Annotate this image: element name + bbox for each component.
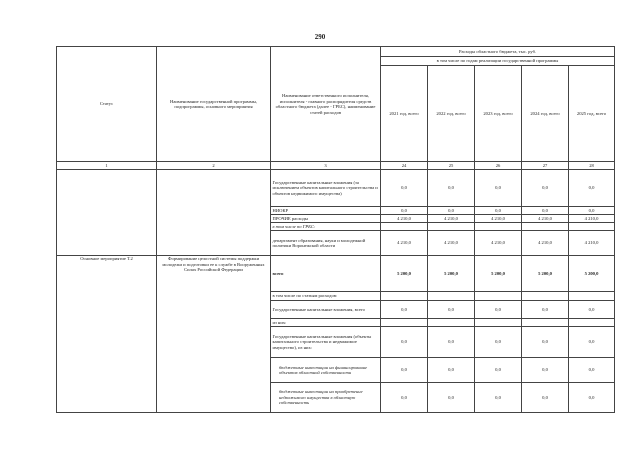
cell-value: 0,0 xyxy=(428,207,475,215)
cell-value: 5 200,0 xyxy=(381,256,428,292)
cell-value: 0,0 xyxy=(475,207,522,215)
cell-value: 0,0 xyxy=(569,383,615,413)
header-year: 2021 год, всего xyxy=(381,66,428,162)
cell-value: 4 210,0 xyxy=(381,215,428,223)
row-label: Государственные капитальные вложения (за исключением объектов капитального строительства и объектов недвижимого имущества) xyxy=(271,170,381,207)
header-year: 2023 год, всего xyxy=(475,66,522,162)
cell-value: 0,0 xyxy=(428,358,475,383)
cell-value: 0,0 xyxy=(428,327,475,358)
header-program-name: Наименование государственной программы, подпрограммы, основного мероприятия xyxy=(157,47,271,162)
cell-value: 0,0 xyxy=(569,301,615,319)
cell-value: 4 210,0 xyxy=(475,231,522,256)
header-year: 2025 год, всего xyxy=(569,66,615,162)
cell-value xyxy=(428,319,475,327)
row-label: ПРОЧИЕ расходы xyxy=(271,215,381,223)
row-label: всего xyxy=(271,256,381,292)
cell-value xyxy=(522,319,569,327)
row-label: Государственные капитальные вложения (объекты капитального строительства и недвижимое имущество), из них: xyxy=(271,327,381,358)
row-label: из них: xyxy=(271,319,381,327)
col-number: 2 xyxy=(157,162,271,170)
cell-value: 4 210,0 xyxy=(381,231,428,256)
cell-value: 4 210,0 xyxy=(569,215,615,223)
event-name: Формирование целостной системы поддержки молодежи и подготовки ее к службе в Вооруженных Силах Российской Федерации xyxy=(157,256,271,413)
cell-value xyxy=(569,292,615,301)
cell-value: 0,0 xyxy=(428,301,475,319)
col-number: 1 xyxy=(57,162,157,170)
cell-value xyxy=(428,292,475,301)
cell-value: 4 210,0 xyxy=(569,231,615,256)
col-number: 3 xyxy=(271,162,381,170)
cell-value xyxy=(381,292,428,301)
cell-value: 0,0 xyxy=(522,383,569,413)
header-row-1 xyxy=(57,47,615,57)
cell-value: 4 210,0 xyxy=(475,215,522,223)
cell-value xyxy=(569,319,615,327)
cell-value: 5 200,0 xyxy=(475,256,522,292)
event-status: Основное мероприятие Т.2 xyxy=(57,256,157,413)
empty-name-cell xyxy=(157,170,271,256)
cell-value xyxy=(475,292,522,301)
cell-value: 0,0 xyxy=(381,301,428,319)
row-label: департамент образования, науки и молодежной политики Воронежской области xyxy=(271,231,381,256)
row-label: Государственные капитальные вложения, всего xyxy=(271,301,381,319)
cell-value: 0,0 xyxy=(428,383,475,413)
cell-value: 0,0 xyxy=(428,170,475,207)
cell-value: 4 210,0 xyxy=(428,215,475,223)
cell-value xyxy=(381,223,428,231)
empty-status-cell xyxy=(57,170,157,256)
cell-value: 5 200,0 xyxy=(522,256,569,292)
cell-value: 4 210,0 xyxy=(428,231,475,256)
cell-value: 4 210,0 xyxy=(522,215,569,223)
cell-value: 0,0 xyxy=(522,170,569,207)
row-label: в том числе по ГРБС: xyxy=(271,223,381,231)
col-number: 26 xyxy=(475,162,522,170)
cell-value: 0,0 xyxy=(522,207,569,215)
header-including-years: в том числе по годам реализации государственной программы xyxy=(381,57,615,66)
cell-value: 4 210,0 xyxy=(522,231,569,256)
cell-value xyxy=(522,292,569,301)
cell-value: 0,0 xyxy=(522,327,569,358)
row-label: НИОКР xyxy=(271,207,381,215)
cell-value: 0,0 xyxy=(381,358,428,383)
col-number: 24 xyxy=(381,162,428,170)
cell-value: 0,0 xyxy=(569,170,615,207)
cell-value: 0,0 xyxy=(475,301,522,319)
cell-value xyxy=(475,319,522,327)
cell-value: 0,0 xyxy=(569,327,615,358)
cell-value: 0,0 xyxy=(381,327,428,358)
col-number: 27 xyxy=(522,162,569,170)
row-label: бюджетные инвестиции на финансирование объектов областной собственности xyxy=(271,358,381,383)
cell-value: 0,0 xyxy=(475,358,522,383)
cell-value: 0,0 xyxy=(475,383,522,413)
cell-value: 0,0 xyxy=(522,301,569,319)
header-year: 2022 год, всего xyxy=(428,66,475,162)
header-year: 2024 год, всего xyxy=(522,66,569,162)
table-row xyxy=(57,256,615,292)
page-number: 290 xyxy=(314,33,326,41)
cell-value: 0,0 xyxy=(569,358,615,383)
cell-value: 5 200,0 xyxy=(428,256,475,292)
cell-value: 0,0 xyxy=(381,170,428,207)
row-label: в том числе по статьям расходов: xyxy=(271,292,381,301)
cell-value xyxy=(569,223,615,231)
header-executor: Наименование ответственного исполнителя, исполнителя - главного распорядителя средств областного бюджета (далее - ГРБС), наименование статей расходов xyxy=(271,47,381,162)
cell-value: 0,0 xyxy=(381,383,428,413)
column-numbers-row xyxy=(57,162,615,170)
cell-value: 0,0 xyxy=(475,327,522,358)
header-budget: Расходы областного бюджета, тыс. руб. xyxy=(381,47,615,57)
cell-value xyxy=(381,319,428,327)
col-number: 25 xyxy=(428,162,475,170)
header-status: Статус xyxy=(57,47,157,162)
cell-value: 0,0 xyxy=(522,358,569,383)
cell-value: 5 200,0 xyxy=(569,256,615,292)
cell-value: 0,0 xyxy=(569,207,615,215)
cell-value xyxy=(428,223,475,231)
budget-table xyxy=(56,46,615,413)
table-row xyxy=(57,170,615,207)
cell-value xyxy=(522,223,569,231)
col-number: 28 xyxy=(569,162,615,170)
cell-value: 0,0 xyxy=(475,170,522,207)
row-label: бюджетные инвестиции на приобретение недвижимого имущества в областную собственность xyxy=(271,383,381,413)
cell-value: 0,0 xyxy=(381,207,428,215)
cell-value xyxy=(475,223,522,231)
